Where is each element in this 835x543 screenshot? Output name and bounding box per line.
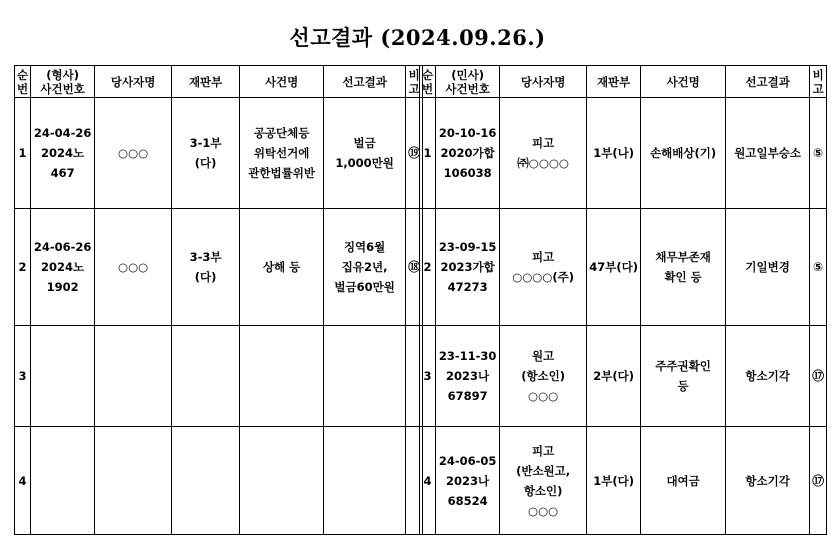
division: 1부(나) [587, 98, 641, 209]
case-number: 24-04-26 2024노 467 [31, 98, 95, 209]
case-number: 23-09-15 2023가합 47273 [436, 209, 500, 326]
header-party: 당사자명 [500, 66, 587, 98]
note: ⑱ [406, 209, 423, 326]
verdict-result [324, 427, 406, 535]
party-name [95, 427, 172, 535]
criminal-results-table [14, 65, 423, 535]
party-name: ○○○ [95, 209, 172, 326]
division: 3-3부 (다) [172, 209, 240, 326]
header-case-number: (형사) 사건번호 [31, 66, 95, 98]
table-header-row [420, 66, 827, 98]
verdict-result: 항소기각 [726, 326, 810, 427]
row-number: 2 [15, 209, 31, 326]
header-case-name: 사건명 [641, 66, 726, 98]
case-number: 23-11-30 2023나 67897 [436, 326, 500, 427]
table-row [420, 98, 827, 209]
row-number: 1 [420, 98, 436, 209]
row-number: 4 [420, 427, 436, 535]
party-name [95, 326, 172, 427]
note: ⑲ [406, 98, 423, 209]
header-number: 순번 [15, 66, 31, 98]
table-row [15, 98, 423, 209]
case-name: 상해 등 [240, 209, 324, 326]
division: 2부(다) [587, 326, 641, 427]
division [172, 427, 240, 535]
civil-results-table [419, 65, 827, 535]
case-number [31, 427, 95, 535]
case-name: 공공단체등 위탁선거에 관한법률위반 [240, 98, 324, 209]
header-party: 당사자명 [95, 66, 172, 98]
table-row [420, 427, 827, 535]
row-number: 1 [15, 98, 31, 209]
page-title: 선고결과 (2024.09.26.) [289, 25, 546, 50]
division: 1부(다) [587, 427, 641, 535]
note: ⑤ [810, 98, 827, 209]
case-name [240, 427, 324, 535]
header-division: 재판부 [172, 66, 240, 98]
note: ⑤ [810, 209, 827, 326]
table-row [15, 427, 423, 535]
division: 47부(다) [587, 209, 641, 326]
note: ⑰ [810, 326, 827, 427]
table-row [15, 326, 423, 427]
table-row [420, 326, 827, 427]
note: ⑰ [810, 427, 827, 535]
row-number: 3 [420, 326, 436, 427]
party-name: ○○○ [95, 98, 172, 209]
verdict-result: 원고일부승소 [726, 98, 810, 209]
header-case-number: (민사) 사건번호 [436, 66, 500, 98]
verdict-result: 기일변경 [726, 209, 810, 326]
division [172, 326, 240, 427]
case-number [31, 326, 95, 427]
party-name: 피고 ㈜○○○○ [500, 98, 587, 209]
header-note: 비고 [406, 66, 423, 98]
header-division: 재판부 [587, 66, 641, 98]
verdict-result: 벌금 1,000만원 [324, 98, 406, 209]
table-row [15, 209, 423, 326]
header-result: 선고결과 [324, 66, 406, 98]
row-number: 4 [15, 427, 31, 535]
party-name: 피고 ○○○○(주) [500, 209, 587, 326]
case-number: 20-10-16 2020가합 106038 [436, 98, 500, 209]
header-result: 선고결과 [726, 66, 810, 98]
division: 3-1부 (다) [172, 98, 240, 209]
party-name: 피고 (반소원고, 항소인) ○○○ [500, 427, 587, 535]
case-number: 24-06-26 2024노 1902 [31, 209, 95, 326]
header-note: 비고 [810, 66, 827, 98]
row-number: 3 [15, 326, 31, 427]
case-name: 주주권확인 등 [641, 326, 726, 427]
case-name: 대여금 [641, 427, 726, 535]
header-number: 순번 [420, 66, 436, 98]
verdict-result: 징역6월 집유2년, 벌금60만원 [324, 209, 406, 326]
verdict-result [324, 326, 406, 427]
table-row [420, 209, 827, 326]
party-name: 원고 (항소인) ○○○ [500, 326, 587, 427]
case-number: 24-06-05 2023나 68524 [436, 427, 500, 535]
header-case-name: 사건명 [240, 66, 324, 98]
verdict-result: 항소기각 [726, 427, 810, 535]
row-number: 2 [420, 209, 436, 326]
case-name: 손해배상(기) [641, 98, 726, 209]
case-name [240, 326, 324, 427]
table-header-row [15, 66, 423, 98]
case-name: 채무부존재 확인 등 [641, 209, 726, 326]
